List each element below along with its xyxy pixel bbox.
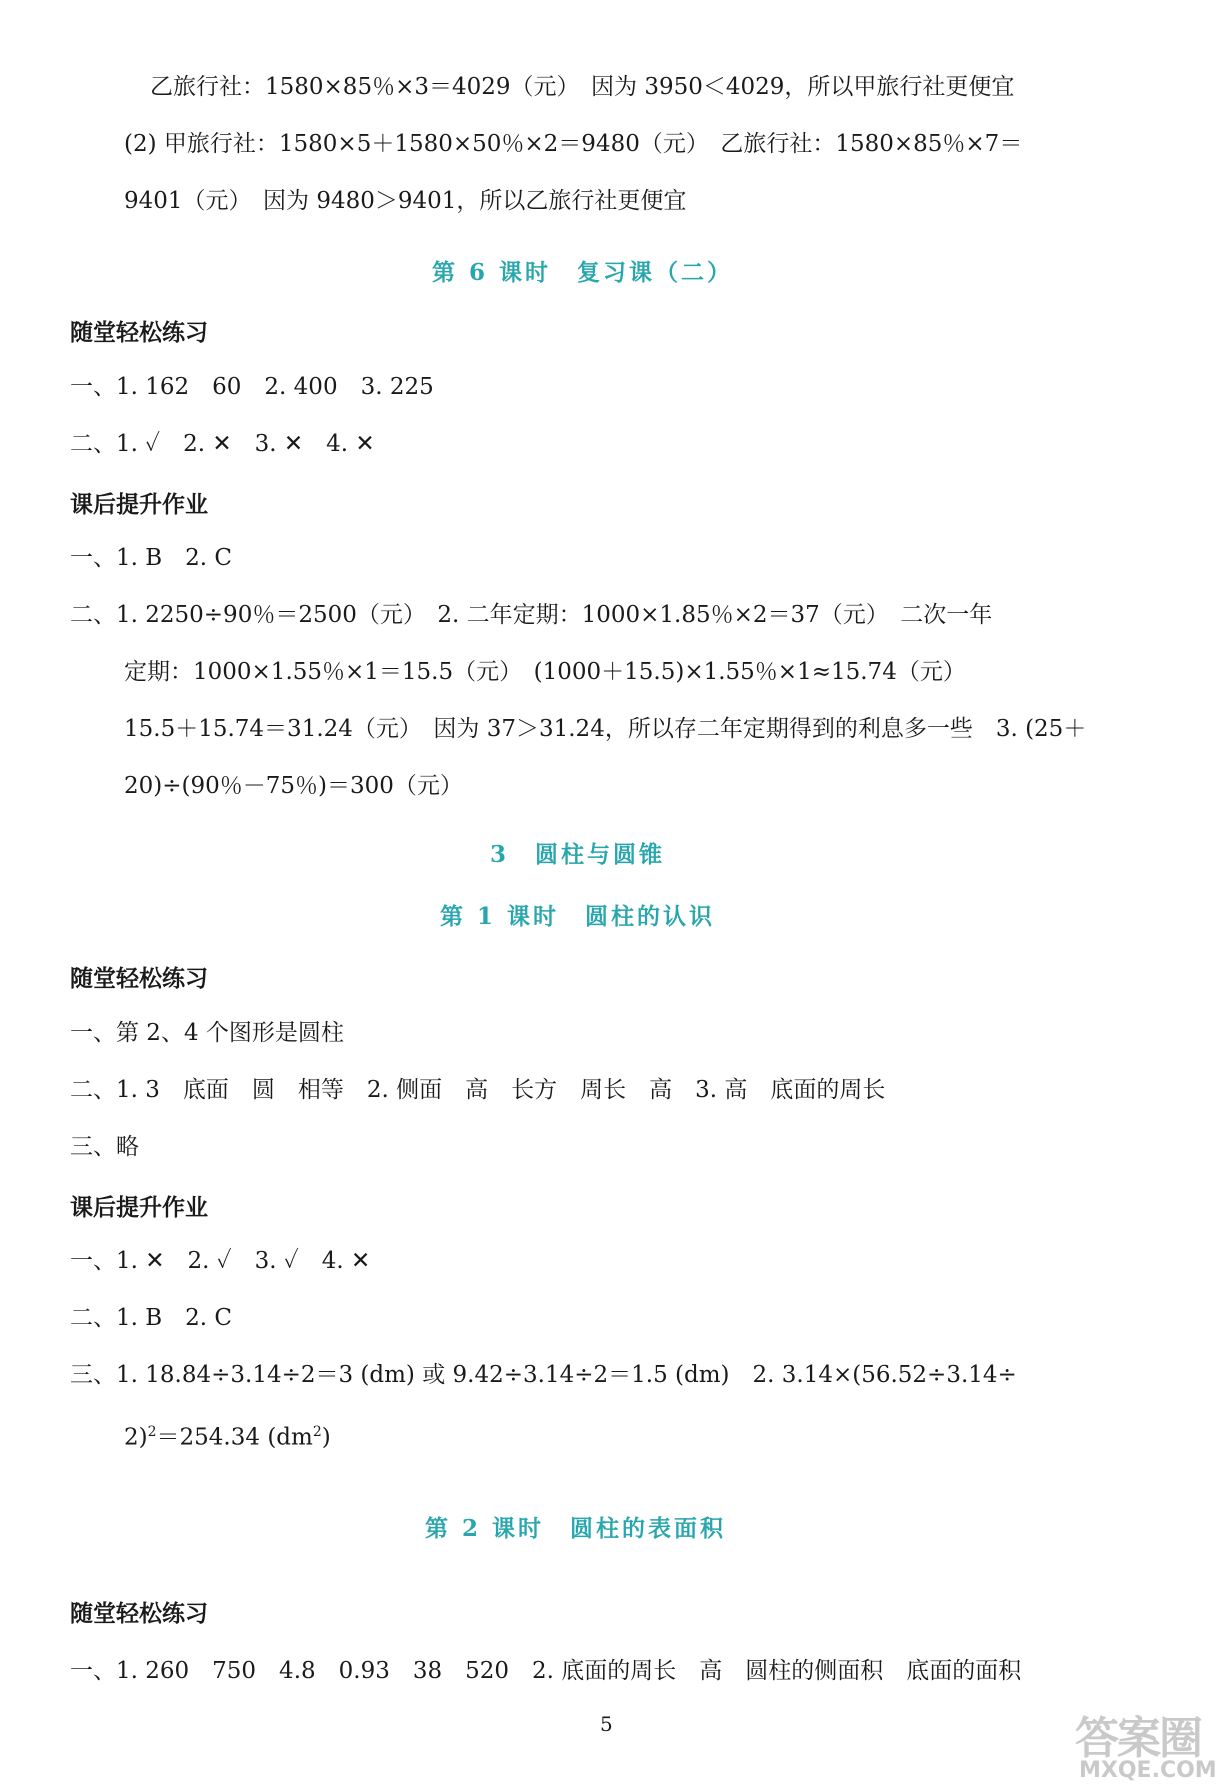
section-heading: 随堂轻松练习: [70, 1601, 208, 1627]
answer-line: 二、1. ✓ 2. ✕ 3. ✕ 4. ✕: [70, 431, 375, 457]
unit-heading: 3 圆柱与圆锥: [490, 841, 666, 868]
text-line: 乙旅行社：1580×85％×3＝4029（元） 因为 3950＜4029，所以甲旅行社更便宜: [150, 74, 1015, 100]
text-line: (2) 甲旅行社：1580×5＋1580×50％×2＝9480（元） 乙旅行社：1580×85％×7＝: [124, 131, 1023, 157]
answer-line: 一、1. 162 60 2. 400 3. 225: [70, 374, 434, 400]
lesson-heading: 第 1 课时 圆柱的认识: [440, 903, 716, 930]
answer-line: 三、1. 18.84÷3.14÷2＝3 (dm) 或 9.42÷3.14÷2＝1.5 (dm) 2. 3.14×(56.52÷3.14÷: [70, 1362, 1017, 1388]
text-line: 9401（元） 因为 9480＞9401，所以乙旅行社更便宜: [124, 188, 687, 214]
watermark-url: MXQE.COM: [1079, 1758, 1217, 1783]
section-heading: 随堂轻松练习: [70, 320, 208, 346]
answer-line: 一、1. ✕ 2. ✓ 3. ✓ 4. ✕: [70, 1248, 371, 1274]
section-heading: 课后提升作业: [70, 1195, 208, 1221]
page-number: 5: [600, 1712, 613, 1736]
answer-line: 一、1. 260 750 4.8 0.93 38 520 2. 底面的周长 高 圆柱的侧面积 底面的面积: [70, 1658, 1022, 1684]
superscript: 2: [312, 1424, 322, 1440]
section-heading: 课后提升作业: [70, 492, 208, 518]
watermark-logo: [1075, 1700, 1215, 1790]
answer-line: 二、1. B 2. C: [70, 1305, 233, 1331]
answer-line: [124, 1417, 331, 1453]
answer-line: 15.5＋15.74＝31.24（元） 因为 37＞31.24，所以存二年定期得到的利息多一些 3. (25＋: [124, 716, 1087, 742]
watermark-text: 答案圈: [1075, 1713, 1201, 1764]
text: ＝254.34 (dm: [156, 1424, 313, 1451]
answer-line: 一、第 2、4 个图形是圆柱: [70, 1020, 344, 1046]
answer-line: 20)÷(90％－75％)＝300（元）: [124, 773, 463, 799]
answer-line: 二、1. 3 底面 圆 相等 2. 侧面 高 长方 周长 高 3. 高 底面的周长: [70, 1077, 886, 1103]
text: 2): [124, 1424, 148, 1451]
answer-line: 三、略: [70, 1134, 139, 1160]
section-heading: 随堂轻松练习: [70, 966, 208, 992]
lesson-heading: 第 6 课时 复习课（二）: [432, 259, 734, 286]
answer-line: 定期：1000×1.55％×1＝15.5（元） (1000＋15.5)×1.55％×1≈15.74（元）: [124, 659, 966, 685]
superscript: 2: [147, 1424, 157, 1440]
text: ): [321, 1424, 331, 1451]
answer-line: 一、1. B 2. C: [70, 545, 233, 571]
lesson-heading: 第 2 课时 圆柱的表面积: [425, 1515, 727, 1542]
answer-line: 二、1. 2250÷90％＝2500（元） 2. 二年定期：1000×1.85％×2＝37（元） 二次一年: [70, 602, 993, 628]
